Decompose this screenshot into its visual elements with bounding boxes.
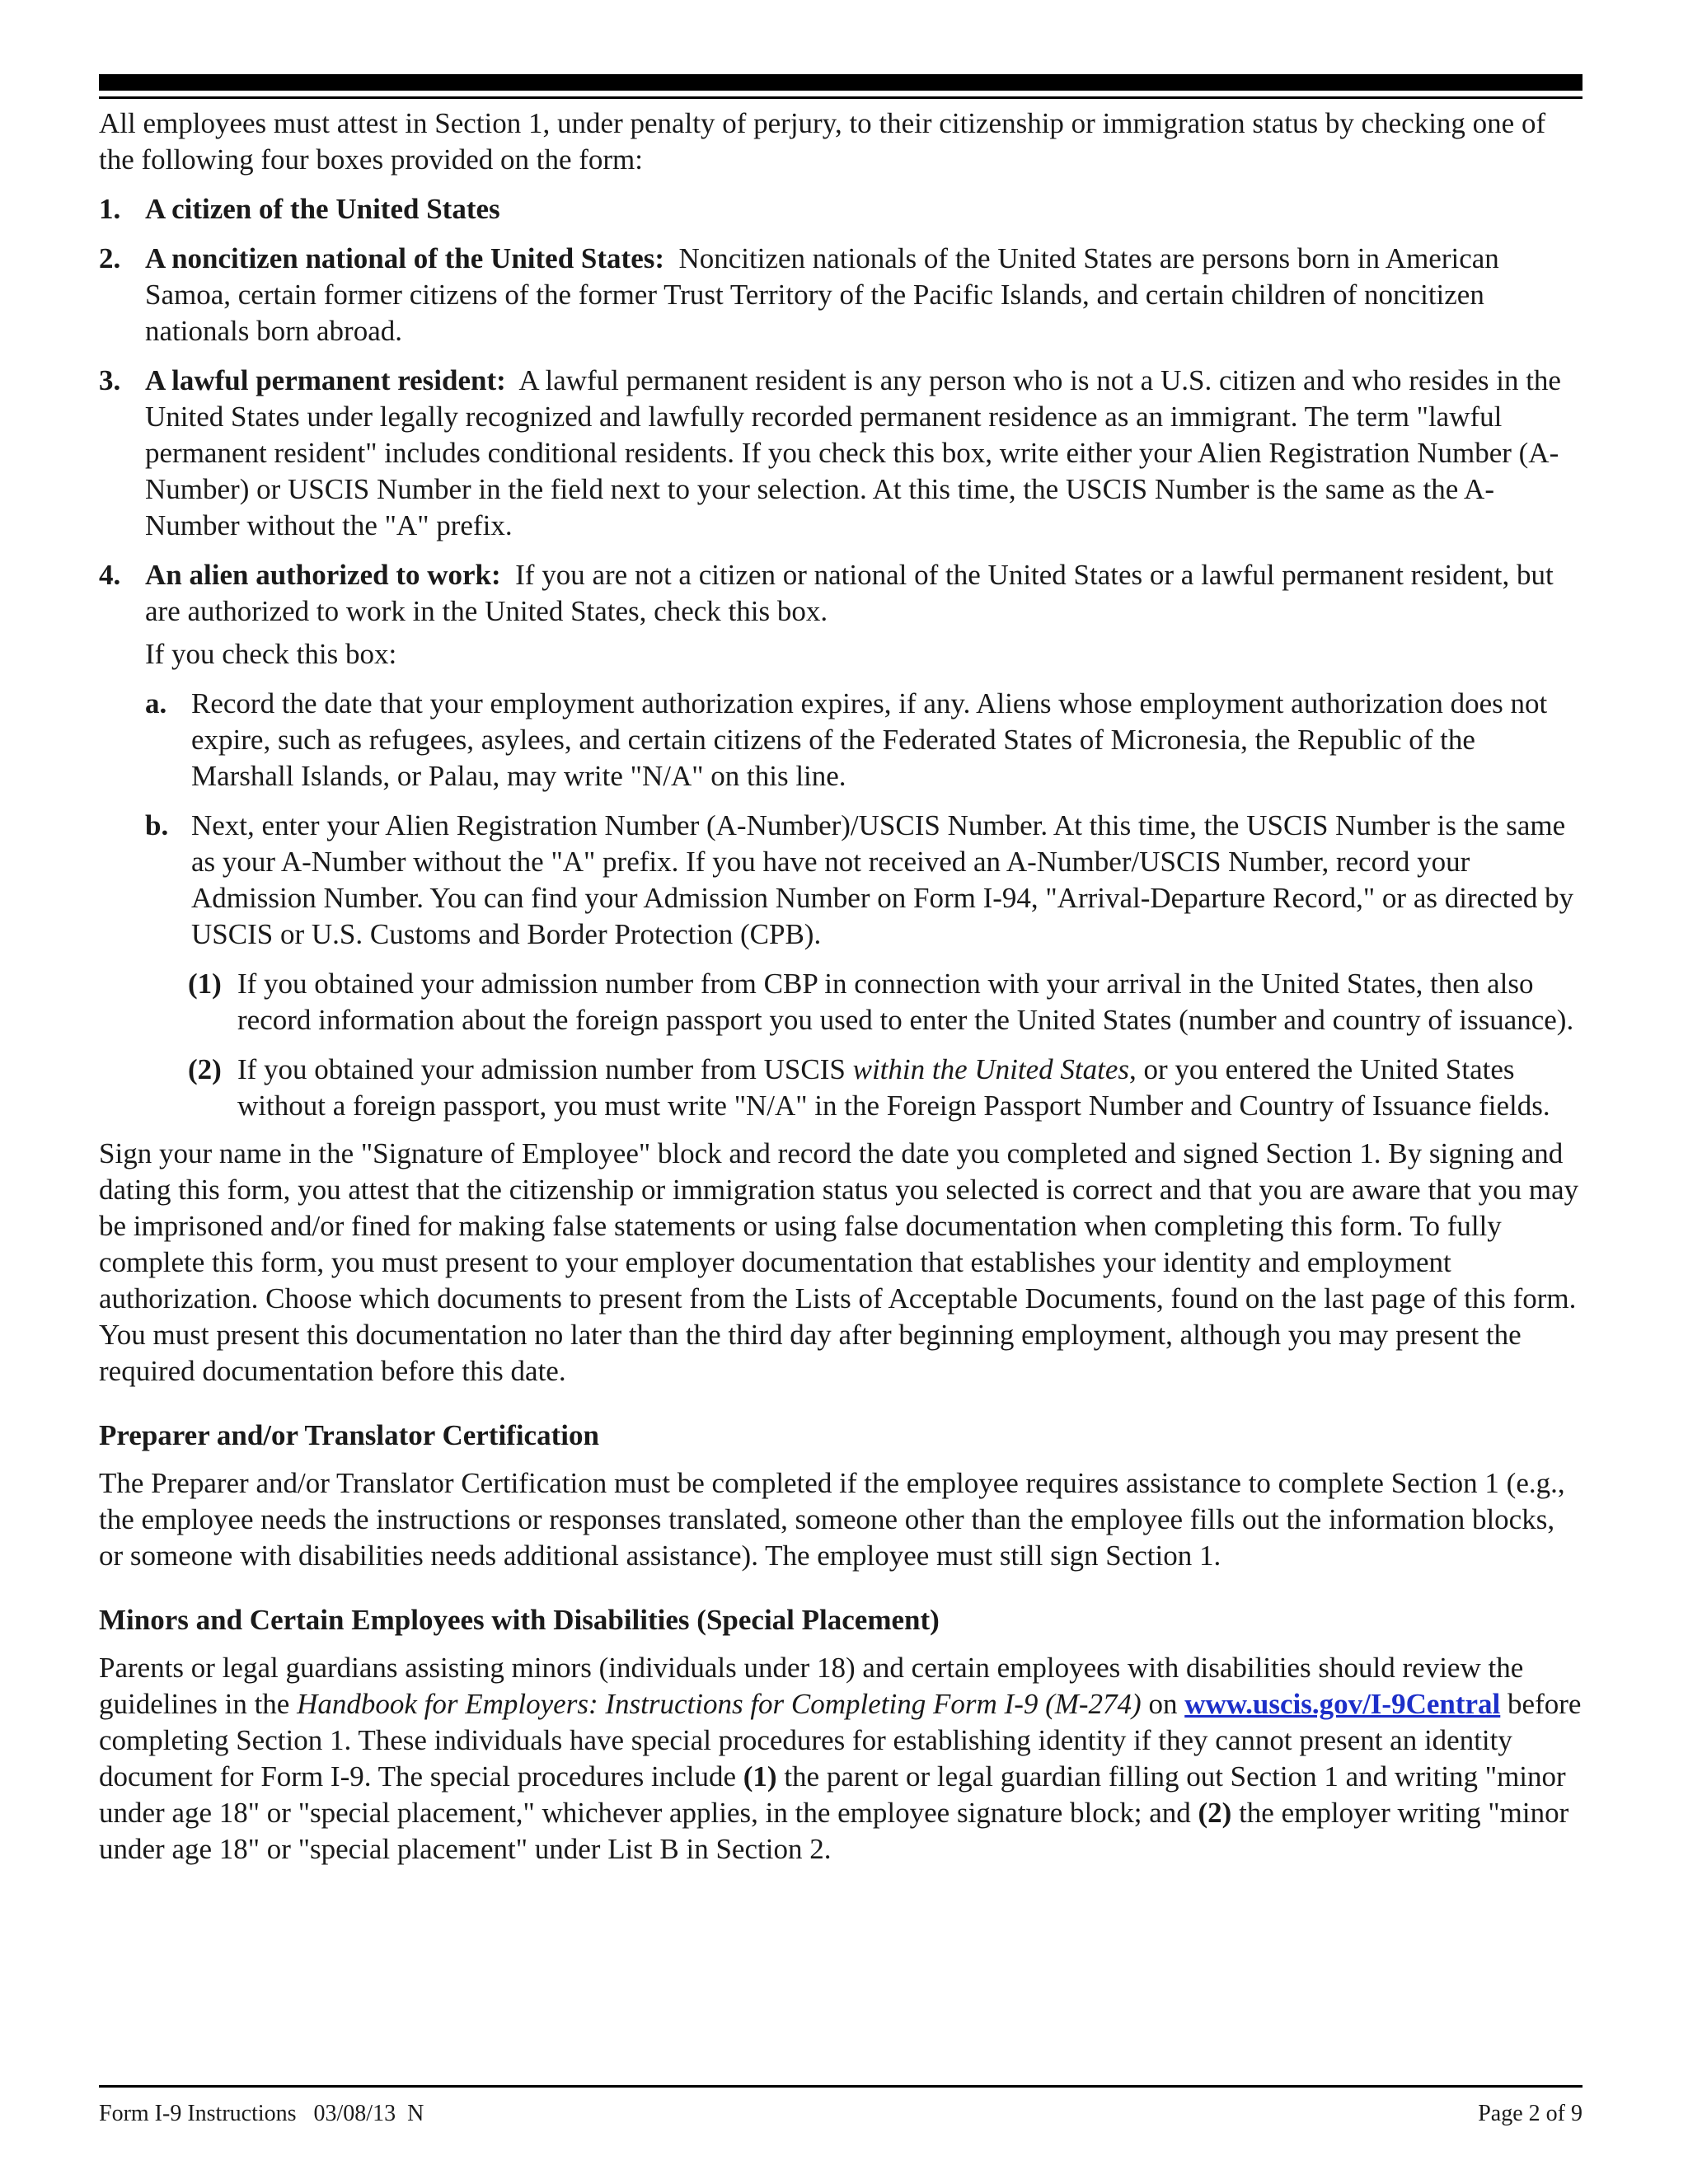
- page-number: Page 2 of 9: [1478, 2101, 1582, 2126]
- preparer-paragraph: The Preparer and/or Translator Certification must be completed if the employee requires assistance to complete Section 1 (e.g., the employee needs the instructions or responses translated, someone other than the employee fills out the information blocks, or someone with disabilities needs additional assistance). The employee must still sign Section 1.: [99, 1467, 1565, 1572]
- option-title: A lawful permanent resident:: [145, 364, 506, 396]
- option-number: 3.: [99, 364, 121, 396]
- sub-item-number: (1): [188, 968, 222, 1000]
- sub-item-text: Record the date that your employment authorization expires, if any. Aliens whose employment authorization does not expire, such as refugees, asylees, and certain citizens of the Federated States of Micronesia, the Republic of the Marshall Islands, or Palau, may write "N/A" on this line.: [191, 687, 1548, 792]
- minors-paragraph: [99, 1650, 1582, 1868]
- option-2: [99, 241, 1582, 349]
- option-text: Noncitizen nationals of the United States are persons born in American Samoa, certain former citizens of the former Trust Territory of the Pacific Islands, and certain children of noncitizen nationals born abroad.: [145, 242, 1499, 347]
- form-identifier: Form I-9 Instructions 03/08/13 N: [99, 2101, 424, 2126]
- option-title: A noncitizen national of the United States:: [145, 242, 664, 274]
- signature-paragraph: Sign your name in the "Signature of Employee" block and record the date you completed and signed Section 1. By signing and dating this form, you attest that the citizenship or immigration status you selected is correct and that you are aware that you may be imprisoned and/or fined for making false statements or using false documentation when completing this form. To fully complete this form, you must present to your employer documentation that establishes your identity and employment authorization. Choose which documents to present from the Lists of Acceptable Documents, found on the last page of this form. You must present this documentation no later than the third day after beginning employment, although you may present the required documentation before this date.: [99, 1137, 1579, 1387]
- sub-item-text: Next, enter your Alien Registration Number (A-Number)/USCIS Number. At this time, the USCIS Number is the same as your A-Number without the "A" prefix. If you have not received an A-Number/USCIS Number, record your Admission Number. You can find your Admission Number on Form I-94, "Arrival-Departure Record," or as directed by USCIS or U.S. Customs and Border Protection (CPB).: [191, 809, 1574, 950]
- sub-item-letter: a.: [145, 687, 167, 719]
- option-title: A citizen of the United States: [145, 193, 500, 225]
- option-title: An alien authorized to work:: [145, 559, 501, 591]
- minors-text-2: on: [1141, 1688, 1185, 1720]
- minors-text-5: the employer writing "minor under age 18" or "special placement" under List B in Section 2.: [99, 1797, 1569, 1865]
- header-thick-rule: [99, 74, 1582, 91]
- option-number: 4.: [99, 559, 121, 591]
- sub-item-b1: [99, 966, 1582, 1038]
- if-check-label: If you check this box:: [145, 638, 397, 670]
- sub-item-italic: within the United States: [852, 1053, 1129, 1085]
- sub-item-text-post: , or you entered the United States without a foreign passport, you must write "N/A" in the Foreign Passport Number and Country of Issuance fields.: [237, 1053, 1550, 1122]
- document-page: [99, 0, 1582, 2184]
- sub-item-number: (2): [188, 1053, 222, 1085]
- option-number: 2.: [99, 242, 121, 274]
- sub-item-b: [99, 808, 1582, 953]
- sub-item-text-pre: If you obtained your admission number from USCIS: [237, 1053, 853, 1085]
- option-1: [99, 191, 1582, 227]
- sub-item-text: If you obtained your admission number from CBP in connection with your arrival in the United States, then also record information about the foreign passport you used to enter the United States (number and country of issuance).: [237, 968, 1574, 1036]
- option-4: [99, 557, 1582, 630]
- handbook-title: Handbook for Employers: Instructions for Completing Form I-9 (M-274): [297, 1688, 1142, 1720]
- uscis-link[interactable]: www.uscis.gov/I-9Central: [1184, 1688, 1501, 1720]
- page-content: [99, 105, 1582, 1868]
- preparer-heading: Preparer and/or Translator Certification: [99, 1419, 599, 1451]
- option-text: A lawful permanent resident is any person who is not a U.S. citizen and who resides in the United States under legally recognized and lawfully recorded permanent residence as an immigrant. The term "lawful permanent resident" includes conditional residents. If you check this box, write either your Alien Registration Number (A-Number) or USCIS Number in the field next to your selection. At this time, the USCIS Number is the same as the A-Number without the "A" prefix.: [145, 364, 1561, 541]
- intro-paragraph: All employees must attest in Section 1, under penalty of perjury, to their citizenship or immigration status by checking one of the following four boxes provided on the form:: [99, 107, 1546, 176]
- option-number: 1.: [99, 193, 121, 225]
- sub-item-letter: b.: [145, 809, 169, 841]
- header-thin-rule: [99, 96, 1582, 99]
- minors-heading: Minors and Certain Employees with Disabilities (Special Placement): [99, 1604, 940, 1636]
- minors-text-4: the parent or legal guardian filling out Section 1 and writing "minor under age 18" or "special placement," whichever applies, in the employee signature block; and: [99, 1760, 1566, 1829]
- minors-text-3: before completing Section 1. These individuals have special procedures for establishing identity if they cannot present an identity document for Form I-9. The special procedures include: [99, 1688, 1582, 1793]
- option-text: If you are not a citizen or national of the United States or a lawful permanent resident, but are authorized to work in the United States, check this box.: [145, 559, 1554, 627]
- option-3: [99, 363, 1582, 544]
- procedure-number-1: (1): [743, 1760, 777, 1793]
- sub-item-b2: [99, 1052, 1582, 1124]
- footer-rule: [99, 2085, 1582, 2088]
- minors-text-1: Parents or legal guardians assisting minors (individuals under 18) and certain employees with disabilities should review the guidelines in the: [99, 1652, 1524, 1720]
- procedure-number-2: (2): [1198, 1797, 1232, 1829]
- sub-item-a: [99, 686, 1582, 794]
